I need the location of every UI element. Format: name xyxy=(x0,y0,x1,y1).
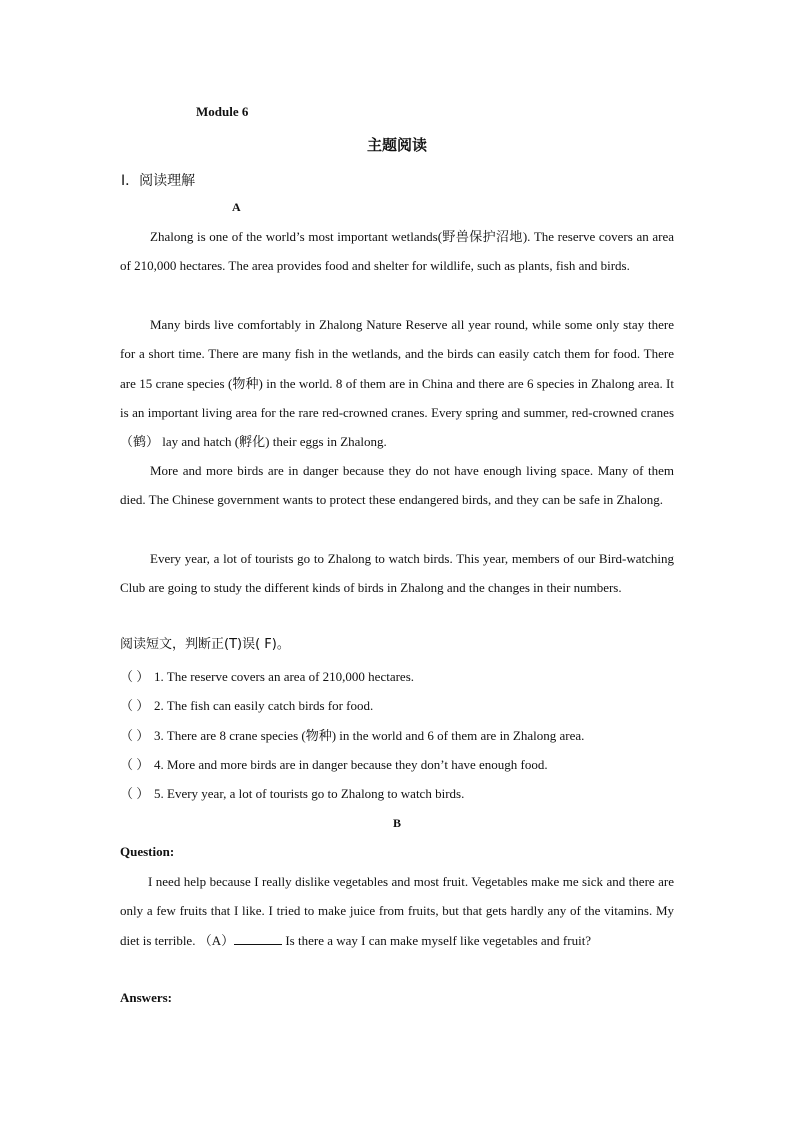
passage-a-paragraph-3: More and more birds are in danger because they do not have enough living space. Many of them died. The Chinese government wants to protect these endangered birds, and they can be safe in Zhalong. xyxy=(120,463,674,508)
passage-a-paragraph-1: Zhalong is one of the world’s most important wetlands(野兽保护沼地). The reserve covers an area of 210,000 hectares. The area provides food and shelter for wildlife, such as plants, fish and birds. xyxy=(120,229,674,274)
true-false-item-5 xyxy=(120,779,680,808)
answer-parentheses[interactable]: （ ） xyxy=(120,786,150,802)
module-title: Module 6 xyxy=(196,104,249,119)
answer-parentheses[interactable]: （ ） xyxy=(120,669,150,684)
true-false-item-3 xyxy=(120,721,680,750)
statement-text: 2. The fish can easily catch birds for food. xyxy=(154,698,374,714)
statement-text: 3. There are 8 crane species (物种) in the world and 6 of them are in Zhalong area. xyxy=(154,727,585,743)
answer-blank[interactable] xyxy=(234,932,282,945)
question-heading: Question: xyxy=(120,844,175,859)
answer-parentheses[interactable]: （ ） xyxy=(120,727,150,743)
question-paragraph xyxy=(120,867,674,955)
answer-parentheses[interactable]: （ ） xyxy=(120,756,150,772)
answer-parentheses[interactable]: （ ） xyxy=(120,698,150,714)
statement-text: 1. The reserve covers an area of 210,000 hectares. xyxy=(154,669,414,684)
passage-b-label: B xyxy=(392,816,401,830)
statement-text: 4. More and more birds are in danger because they don’t have enough food. xyxy=(154,756,548,772)
true-false-list xyxy=(120,662,680,808)
theme-title: 主题阅读 xyxy=(366,136,427,154)
section-title: I．阅读理解 xyxy=(121,173,196,189)
passage-a-paragraph-2: Many birds live comfortably in Zhalong Nature Reserve all year round, while some only stay there for a short time. There are many fish in the wetlands, and the birds can easily catch them for food. There are 15 crane species (物种) in the world. 8 of them are in China and there are 6 species in Zhalong area. It is an important living area for the rare red-crowned cranes. Every spring and summer, red-crowned cranes（鹤） lay and hatch (孵化) their eggs in Zhalong. xyxy=(120,317,674,450)
true-false-item-1 xyxy=(120,662,680,691)
true-false-item-2 xyxy=(120,691,680,720)
true-false-item-4 xyxy=(120,750,680,779)
question-text-after-blank: Is there a way I can make myself like vegetables and fruit? xyxy=(282,932,592,948)
question-text-before-blank: I need help because I really dislike vegetables and most fruit. Vegetables make me sick and there are only a few fruits that I like. I tried to make juice from fruits, but that gets hardly any of the vitamins. My diet is terrible. （A） xyxy=(120,874,674,948)
statement-text: 5. Every year, a lot of tourists go to Zhalong to watch birds. xyxy=(154,786,465,802)
passage-a-label: A xyxy=(232,200,241,214)
true-false-instruction: 阅读短文，判断正(T)误( F)。 xyxy=(120,637,290,652)
answers-heading: Answers: xyxy=(120,990,172,1005)
passage-a-paragraph-4: Every year, a lot of tourists go to Zhalong to watch birds. This year, members of our Bird-watching Club are going to study the different kinds of birds in Zhalong and the changes in their numbers. xyxy=(120,551,674,596)
